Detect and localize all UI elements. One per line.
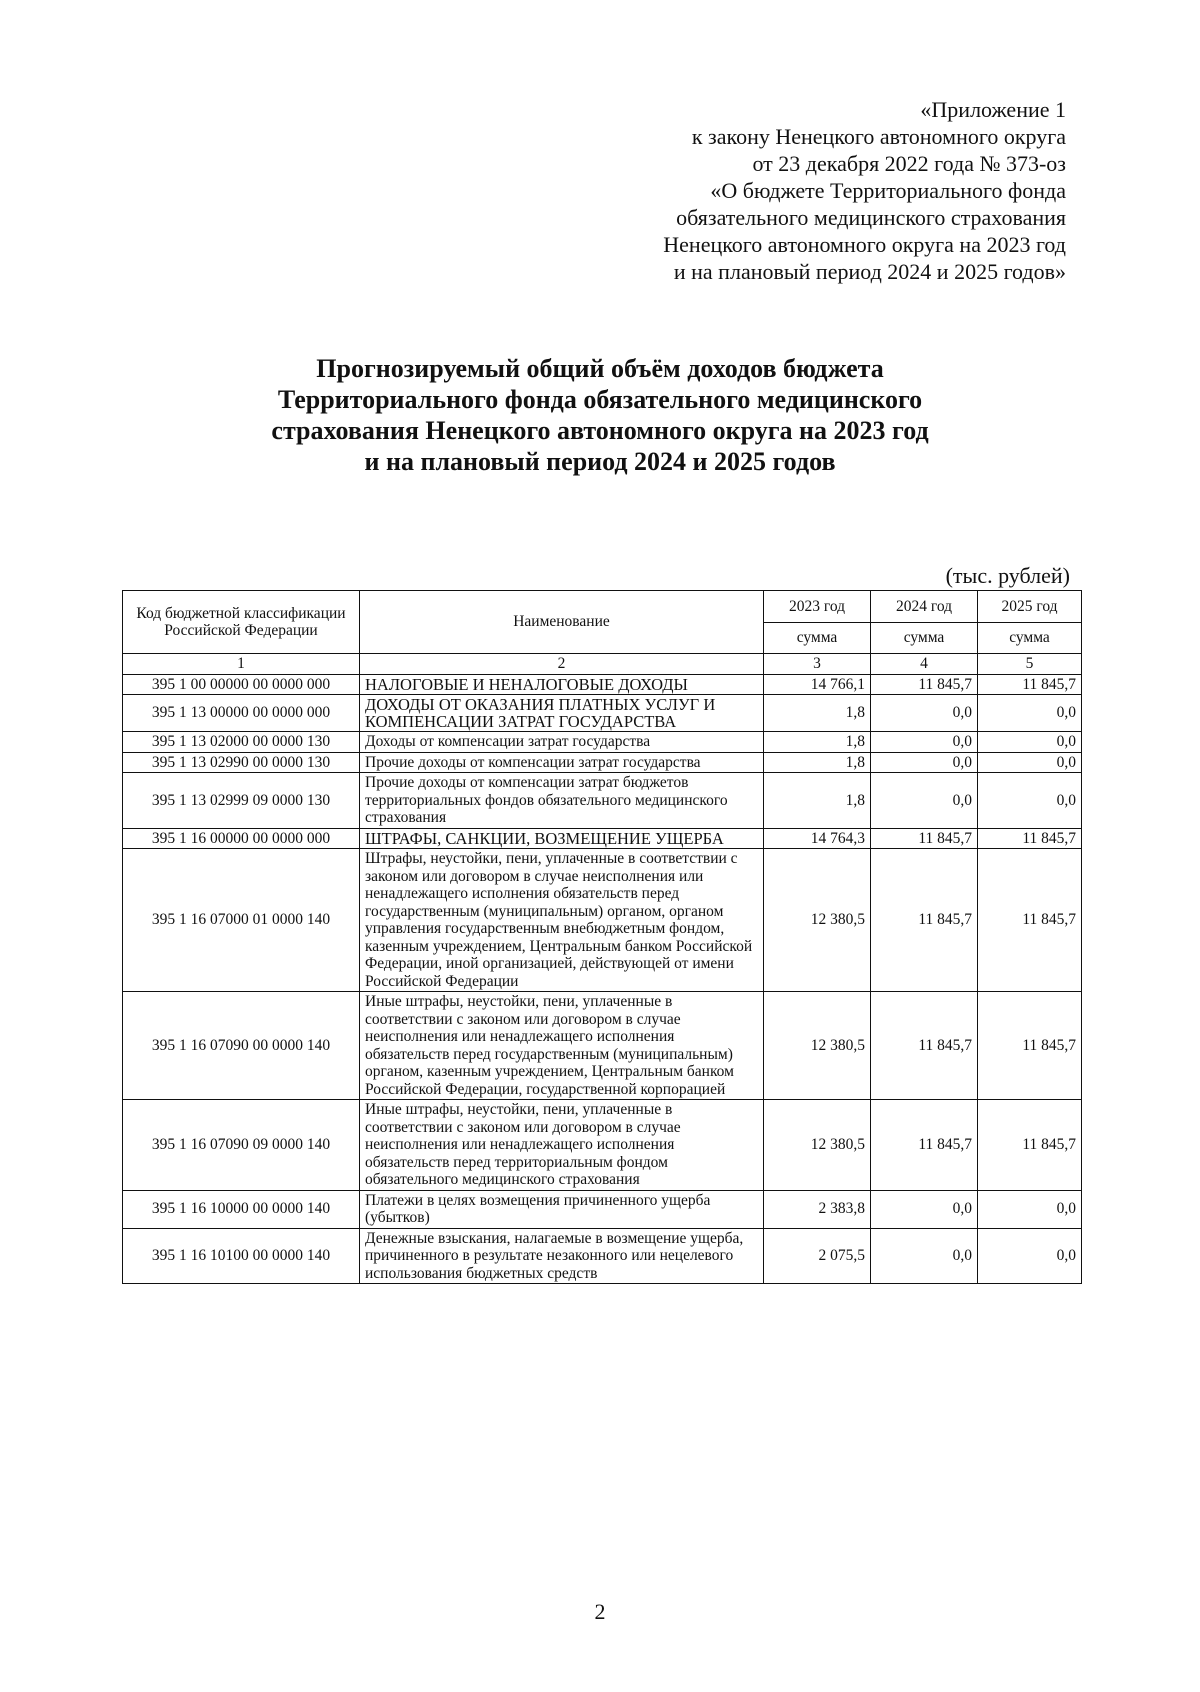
row-value-2023: 14 764,3: [764, 828, 871, 849]
row-value-2025: 0,0: [978, 695, 1082, 732]
row-value-2024: 0,0: [871, 752, 978, 773]
appendix-line: к закону Ненецкого автономного округа: [691, 124, 1066, 149]
row-code: 395 1 16 00000 00 0000 000: [123, 828, 360, 849]
appendix-line: и на плановый период 2024 и 2025 годов»: [673, 259, 1066, 284]
row-name: Доходы от компенсации затрат государства: [360, 732, 764, 753]
row-value-2023: 1,8: [764, 752, 871, 773]
row-name: Прочие доходы от компенсации затрат государства: [360, 752, 764, 773]
title-line: Территориального фонда обязательного медицинского: [277, 385, 923, 414]
title-line: Прогнозируемый общий объём доходов бюджета: [316, 354, 884, 383]
table-row: [123, 695, 1082, 732]
row-value-2025: 11 845,7: [978, 992, 1082, 1100]
document-title: [150, 353, 1050, 477]
row-name: Штрафы, неустойки, пени, уплаченные в соответствии с законом или договором в случае неисполнения или ненадлежащего исполнения обязательств перед государственным (муниципальным) органом, органом управления государственным внебюджетным фондом, казенным учреждением, Центральным банком Российской Федерации, иной организацией, действующей от имени Российской Федерации: [360, 849, 764, 992]
row-value-2024: 0,0: [871, 732, 978, 753]
row-value-2023: 2 075,5: [764, 1228, 871, 1284]
column-number: 3: [764, 654, 871, 675]
column-number: 1: [123, 654, 360, 675]
table-row: [123, 849, 1082, 992]
row-value-2023: 12 380,5: [764, 849, 871, 992]
row-value-2024: 11 845,7: [871, 1100, 978, 1191]
row-code: 395 1 16 10000 00 0000 140: [123, 1190, 360, 1228]
row-name: ШТРАФЫ, САНКЦИИ, ВОЗМЕЩЕНИЕ УЩЕРБА: [360, 828, 764, 849]
row-value-2023: 12 380,5: [764, 992, 871, 1100]
row-name: Прочие доходы от компенсации затрат бюджетов территориальных фондов обязательного медицинского страхования: [360, 773, 764, 829]
appendix-line: от 23 декабря 2022 года № 373-оз: [752, 151, 1066, 176]
appendix-header: [466, 96, 1066, 285]
header-code: Код бюджетной классификации Российской Федерации: [123, 591, 360, 654]
row-name: Иные штрафы, неустойки, пени, уплаченные в соответствии с законом или договором в случае неисполнения или ненадлежащего исполнения обязательств перед территориальным фондом обязательного медицинского страхования: [360, 1100, 764, 1191]
row-value-2025: 11 845,7: [978, 849, 1082, 992]
header-year-2024: 2024 год: [871, 591, 978, 623]
row-value-2025: 0,0: [978, 1228, 1082, 1284]
title-line: и на плановый период 2024 и 2025 годов: [364, 447, 836, 476]
row-name: ДОХОДЫ ОТ ОКАЗАНИЯ ПЛАТНЫХ УСЛУГ И КОМПЕНСАЦИИ ЗАТРАТ ГОСУДАРСТВА: [360, 695, 764, 732]
row-code: 395 1 16 07000 01 0000 140: [123, 849, 360, 992]
row-value-2025: 0,0: [978, 732, 1082, 753]
table-row: [123, 674, 1082, 695]
table-row: [123, 1190, 1082, 1228]
header-name: Наименование: [360, 591, 764, 654]
row-code: 395 1 13 00000 00 0000 000: [123, 695, 360, 732]
row-name: Денежные взыскания, налагаемые в возмещение ущерба, причиненного в результате незаконного или нецелевого использования бюджетных средств: [360, 1228, 764, 1284]
appendix-line: «Приложение 1: [920, 97, 1066, 122]
row-code: 395 1 00 00000 00 0000 000: [123, 674, 360, 695]
row-value-2024: 11 845,7: [871, 849, 978, 992]
appendix-line: «О бюджете Территориального фонда: [710, 178, 1066, 203]
row-value-2023: 12 380,5: [764, 1100, 871, 1191]
column-number: 5: [978, 654, 1082, 675]
row-value-2023: 14 766,1: [764, 674, 871, 695]
units-label: (тыс. рублей): [945, 563, 1070, 588]
row-code: 395 1 16 07090 09 0000 140: [123, 1100, 360, 1191]
table-row: [123, 732, 1082, 753]
column-number: 2: [360, 654, 764, 675]
table-row: [123, 992, 1082, 1100]
row-name: Иные штрафы, неустойки, пени, уплаченные в соответствии с законом или договором в случае неисполнения или ненадлежащего исполнения обязательств перед государственным (муниципальным) органом, казенным учреждением, Центральным банком Российской Федерации, государственной корпорацией: [360, 992, 764, 1100]
row-value-2024: 11 845,7: [871, 992, 978, 1100]
row-name: НАЛОГОВЫЕ И НЕНАЛОГОВЫЕ ДОХОДЫ: [360, 674, 764, 695]
row-value-2024: 11 845,7: [871, 674, 978, 695]
header-sum: сумма: [978, 622, 1082, 654]
row-code: 395 1 16 10100 00 0000 140: [123, 1228, 360, 1284]
row-code: 395 1 13 02000 00 0000 130: [123, 732, 360, 753]
header-year-2025: 2025 год: [978, 591, 1082, 623]
header-sum: сумма: [764, 622, 871, 654]
row-value-2025: 0,0: [978, 752, 1082, 773]
appendix-line: Ненецкого автономного округа на 2023 год: [663, 232, 1066, 257]
row-code: 395 1 16 07090 00 0000 140: [123, 992, 360, 1100]
row-name: Платежи в целях возмещения причиненного ущерба (убытков): [360, 1190, 764, 1228]
row-value-2025: 11 845,7: [978, 828, 1082, 849]
row-value-2024: 0,0: [871, 695, 978, 732]
row-value-2023: 1,8: [764, 732, 871, 753]
row-code: 395 1 13 02999 09 0000 130: [123, 773, 360, 829]
row-value-2025: 11 845,7: [978, 1100, 1082, 1191]
table-row: [123, 773, 1082, 829]
row-value-2023: 1,8: [764, 695, 871, 732]
appendix-line: обязательного медицинского страхования: [676, 205, 1066, 230]
revenue-table: [122, 590, 1082, 1284]
row-value-2024: 0,0: [871, 1228, 978, 1284]
row-value-2023: 2 383,8: [764, 1190, 871, 1228]
row-value-2023: 1,8: [764, 773, 871, 829]
header-year-2023: 2023 год: [764, 591, 871, 623]
table-row: [123, 1228, 1082, 1284]
page-number: 2: [594, 1599, 606, 1624]
row-code: 395 1 13 02990 00 0000 130: [123, 752, 360, 773]
row-value-2025: 11 845,7: [978, 674, 1082, 695]
header-sum: сумма: [871, 622, 978, 654]
row-value-2024: 0,0: [871, 773, 978, 829]
row-value-2024: 11 845,7: [871, 828, 978, 849]
table-row: [123, 752, 1082, 773]
row-value-2025: 0,0: [978, 1190, 1082, 1228]
row-value-2025: 0,0: [978, 773, 1082, 829]
table-row: [123, 828, 1082, 849]
column-number: 4: [871, 654, 978, 675]
title-line: страхования Ненецкого автономного округа на 2023 год: [271, 416, 929, 445]
table-row: [123, 1100, 1082, 1191]
row-value-2024: 0,0: [871, 1190, 978, 1228]
